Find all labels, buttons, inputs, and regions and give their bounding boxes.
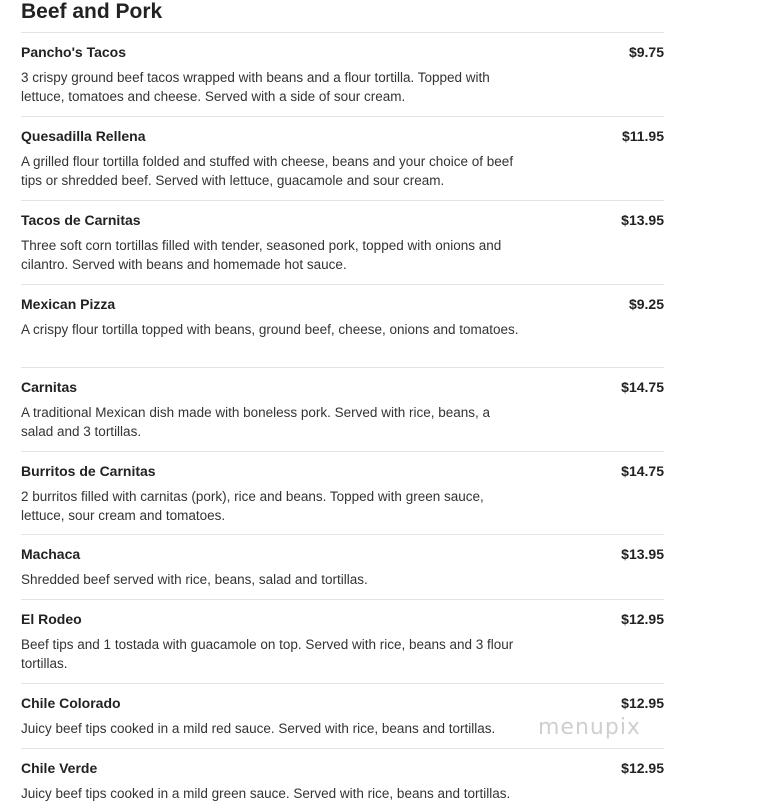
menu-item bbox=[21, 748, 664, 812]
menu-list bbox=[21, 32, 664, 812]
menu-item-price: $12.95 bbox=[621, 760, 664, 776]
menu-item-description: Beef tips and 1 tostada with guacamole on top. Served with rice, beans and 3 flour tortillas. bbox=[21, 637, 514, 671]
menu-item-description: 2 burritos filled with carnitas (pork), rice and beans. Topped with green sauce, lettuce, sour cream and tomatoes. bbox=[21, 489, 484, 523]
menu-item-price: $11.95 bbox=[621, 128, 664, 144]
menu-item-price: $12.95 bbox=[621, 611, 664, 627]
menu-item-name: El Rodeo bbox=[21, 611, 82, 627]
menu-item-description: A grilled flour tortilla folded and stuffed with cheese, beans and your choice of beef tips or shredded beef. Served with lettuce, guacamole and sour cream. bbox=[21, 154, 514, 188]
menu-item-description: Shredded beef served with rice, beans, salad and tortillas. bbox=[21, 572, 368, 587]
menu-item-price: $9.75 bbox=[628, 44, 664, 60]
menu-item bbox=[21, 451, 664, 534]
menu-item-description: A crispy flour tortilla topped with beans, ground beef, cheese, onions and tomatoes. bbox=[21, 322, 519, 337]
menu-item-description: Juicy beef tips cooked in a mild red sauce. Served with rice, beans and tortillas. bbox=[21, 721, 496, 736]
menu-item-name: Chile Colorado bbox=[21, 695, 121, 711]
menu-item-price: $13.95 bbox=[621, 546, 664, 562]
menu-item-description: Three soft corn tortillas filled with tender, seasoned pork, topped with onions and cilantro. Served with beans and homemade hot sauce. bbox=[21, 238, 502, 272]
menu-item-price: $14.75 bbox=[621, 379, 664, 395]
menu-item-description: A traditional Mexican dish made with boneless pork. Served with rice, beans, a salad and 3 tortillas. bbox=[21, 405, 490, 439]
menu-item-name: Carnitas bbox=[21, 379, 78, 395]
menu-item-description: Juicy beef tips cooked in a mild green sauce. Served with rice, beans and tortillas. bbox=[21, 786, 511, 801]
menu-item bbox=[21, 32, 664, 116]
menu-item bbox=[21, 367, 664, 451]
menu-item-name: Tacos de Carnitas bbox=[21, 212, 141, 228]
menu-item bbox=[21, 284, 664, 367]
menu-item-name: Chile Verde bbox=[21, 760, 98, 776]
menu-item-price: $12.95 bbox=[621, 695, 664, 711]
watermark-logo: menupix bbox=[538, 715, 641, 740]
menu-item-name: Burritos de Carnitas bbox=[21, 463, 156, 479]
menu-item-name: Quesadilla Rellena bbox=[21, 128, 146, 144]
section-title: Beef and Pork bbox=[21, 0, 163, 23]
menu-item-description: 3 crispy ground beef tacos wrapped with beans and a flour tortilla. Topped with lettuce, tomatoes and cheese. Served with a side of sour cream. bbox=[21, 70, 490, 104]
menu-item bbox=[21, 534, 664, 599]
menu-item-price: $13.95 bbox=[621, 212, 664, 228]
menu-item-price: $9.25 bbox=[628, 296, 664, 312]
menu-item bbox=[21, 599, 664, 683]
menu-item bbox=[21, 116, 664, 200]
menu-item-name: Pancho's Tacos bbox=[21, 44, 126, 60]
menu-item bbox=[21, 200, 664, 284]
menu-item-name: Machaca bbox=[21, 546, 81, 562]
menu-item-price: $14.75 bbox=[621, 463, 664, 479]
menu-item-name: Mexican Pizza bbox=[21, 296, 116, 312]
